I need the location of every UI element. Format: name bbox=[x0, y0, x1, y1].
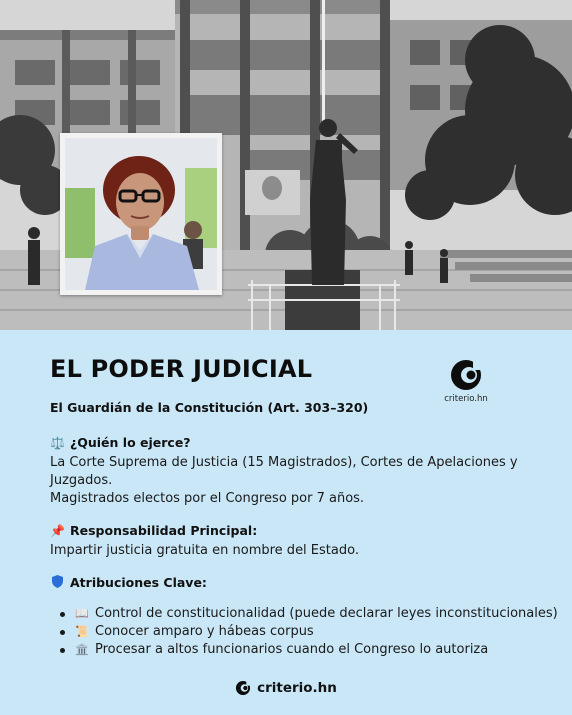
section-responsibility bbox=[50, 523, 532, 560]
section-who-heading bbox=[50, 435, 532, 450]
section-who-line-1: La Corte Suprema de Justicia (15 Magistrados), Cortes de Apelaciones y Juzgados. bbox=[50, 455, 518, 488]
section-powers bbox=[50, 575, 532, 594]
section-who bbox=[50, 435, 532, 508]
section-who-title: ¿Quién lo ejerce? bbox=[70, 435, 191, 450]
list-item bbox=[60, 641, 558, 659]
list-item bbox=[60, 605, 558, 623]
section-powers-title: Atribuciones Clave: bbox=[70, 575, 207, 590]
list-item-text: Conocer amparo y hábeas corpus bbox=[95, 624, 314, 639]
bullet-dot bbox=[60, 630, 65, 635]
footer-brand bbox=[0, 680, 572, 696]
section-responsibility-title: Responsabilidad Principal: bbox=[70, 523, 258, 538]
powers-list bbox=[60, 605, 558, 659]
section-who-line-2: Magistrados electos por el Congreso por 7 años. bbox=[50, 491, 365, 506]
footer-label: criterio.hn bbox=[257, 680, 337, 696]
section-powers-heading bbox=[50, 575, 532, 590]
brand-logo bbox=[442, 358, 490, 404]
page-title: EL PODER JUDICIAL bbox=[50, 355, 313, 383]
magistrate-portrait bbox=[60, 133, 222, 295]
book-icon: 📖 bbox=[75, 607, 89, 620]
criterio-logo-icon bbox=[449, 358, 483, 392]
criterio-logo-icon bbox=[235, 680, 251, 696]
courthouse-photo bbox=[0, 0, 572, 330]
section-responsibility-text: Impartir justicia gratuita en nombre del Estado. bbox=[50, 543, 359, 558]
info-panel bbox=[0, 330, 572, 715]
list-item-text: Control de constitucionalidad (puede declarar leyes inconstitucionales) bbox=[95, 606, 558, 621]
portrait-image bbox=[65, 138, 217, 290]
scales-icon: ⚖️ bbox=[50, 435, 65, 450]
scroll-icon: 📜 bbox=[75, 625, 89, 638]
section-responsibility-heading bbox=[50, 523, 532, 538]
list-item-text: Procesar a altos funcionarios cuando el Congreso lo autoriza bbox=[95, 642, 489, 657]
bullet-dot bbox=[60, 648, 65, 653]
list-item bbox=[60, 623, 558, 641]
classical-building-icon: 🏛️ bbox=[75, 643, 89, 656]
shield-icon bbox=[50, 575, 64, 590]
pushpin-icon: 📌 bbox=[50, 523, 65, 538]
page-subtitle: El Guardián de la Constitución (Art. 303–320) bbox=[50, 400, 369, 415]
bullet-dot bbox=[60, 612, 65, 617]
logo-label: criterio.hn bbox=[444, 394, 488, 404]
